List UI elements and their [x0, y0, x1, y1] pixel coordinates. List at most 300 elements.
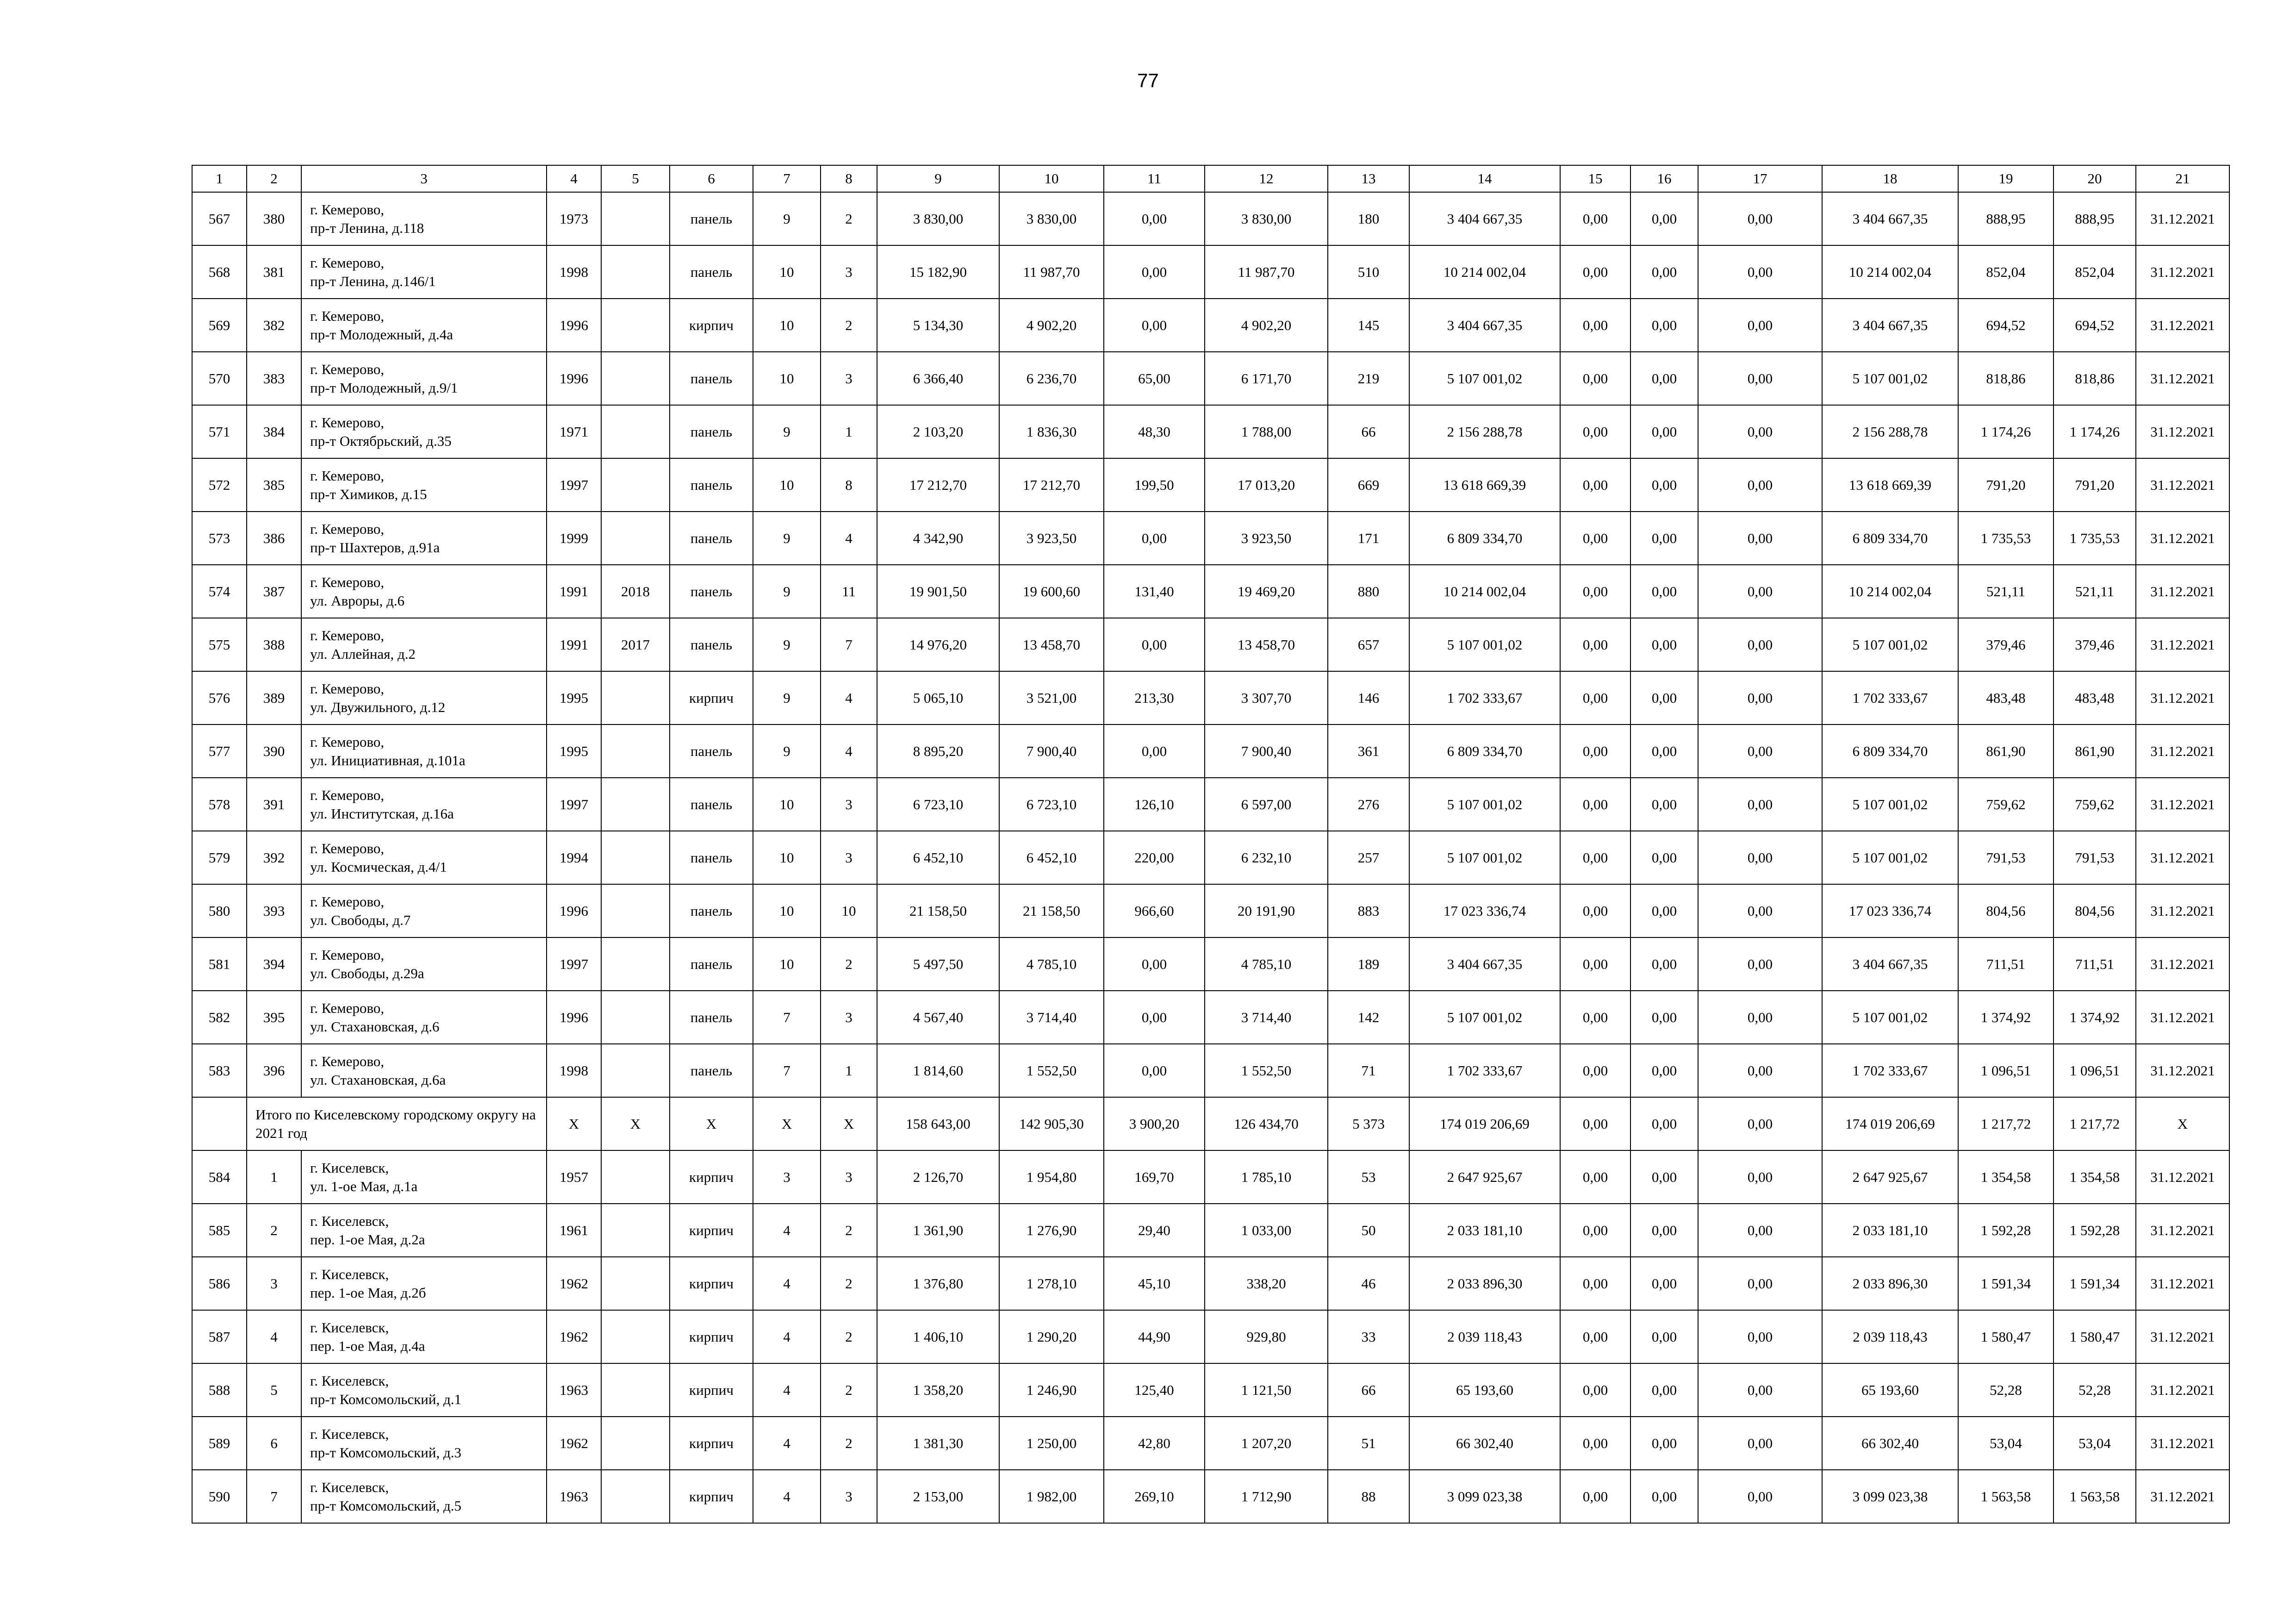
- cell-col-11: 0,00: [1104, 192, 1205, 245]
- cell-col-1: 574: [192, 565, 247, 618]
- cell-col-20: 852,04: [2053, 245, 2136, 299]
- cell-col-20: 1 592,28: [2053, 1204, 2136, 1257]
- cell-col-12: 1 033,00: [1205, 1204, 1328, 1257]
- address-city: г. Кемерово,: [310, 999, 385, 1016]
- cell-col-10: 1 290,20: [999, 1310, 1104, 1363]
- cell-col-15: 0,00: [1560, 778, 1630, 831]
- cell-col-17: 0,00: [1698, 565, 1822, 618]
- cell-col-10: 1 250,00: [999, 1417, 1104, 1470]
- cell-col-9: 2 153,00: [877, 1470, 999, 1523]
- cell-col-20: 52,28: [2053, 1363, 2136, 1417]
- cell-col-13: 883: [1328, 884, 1409, 937]
- total-cell-col-8: X: [821, 1097, 877, 1150]
- cell-col-16: 0,00: [1630, 991, 1698, 1044]
- cell-col-20: 1 591,34: [2053, 1257, 2136, 1310]
- cell-col-5: 2018: [601, 565, 670, 618]
- cell-col-16: 0,00: [1630, 1150, 1698, 1204]
- cell-col-18: 6 809 334,70: [1822, 725, 1958, 778]
- cell-col-19: 711,51: [1958, 937, 2053, 991]
- cell-col-7: 10: [753, 352, 821, 405]
- cell-col-21: 31.12.2021: [2136, 725, 2229, 778]
- cell-col-13: 33: [1328, 1310, 1409, 1363]
- total-cell-col-16: 0,00: [1630, 1097, 1698, 1150]
- address-street: ул. Стахановская, д.6а: [310, 1071, 446, 1088]
- cell-col-4: 1996: [547, 352, 601, 405]
- cell-col-17: 0,00: [1698, 1204, 1822, 1257]
- cell-col-19: 53,04: [1958, 1417, 2053, 1470]
- cell-col-21: 31.12.2021: [2136, 245, 2229, 299]
- column-header-19: 19: [1958, 165, 2053, 192]
- address-cell: [301, 299, 547, 352]
- cell-col-11: 0,00: [1104, 1044, 1205, 1097]
- address-street: ул. Стахановская, д.6: [310, 1018, 440, 1035]
- cell-col-11: 29,40: [1104, 1204, 1205, 1257]
- cell-col-15: 0,00: [1560, 937, 1630, 991]
- total-cell-col-11: 3 900,20: [1104, 1097, 1205, 1150]
- cell-col-14: 3 404 667,35: [1409, 299, 1560, 352]
- cell-col-7: 3: [753, 1150, 821, 1204]
- cell-col-13: 71: [1328, 1044, 1409, 1097]
- cell-col-5: [601, 512, 670, 565]
- cell-col-2: 384: [247, 405, 301, 458]
- cell-col-16: 0,00: [1630, 1363, 1698, 1417]
- cell-col-5: [601, 778, 670, 831]
- cell-col-16: 0,00: [1630, 831, 1698, 884]
- cell-col-20: 711,51: [2053, 937, 2136, 991]
- cell-col-17: 0,00: [1698, 405, 1822, 458]
- total-cell-col-6: X: [670, 1097, 753, 1150]
- cell-col-8: 2: [821, 299, 877, 352]
- cell-col-13: 46: [1328, 1257, 1409, 1310]
- cell-col-6: панель: [670, 1044, 753, 1097]
- cell-col-20: 379,46: [2053, 618, 2136, 671]
- cell-col-21: 31.12.2021: [2136, 1257, 2229, 1310]
- table-row: [192, 352, 2229, 405]
- cell-col-18: 2 039 118,43: [1822, 1310, 1958, 1363]
- address-cell: [301, 618, 547, 671]
- column-header-2: 2: [247, 165, 301, 192]
- cell-col-18: 3 404 667,35: [1822, 299, 1958, 352]
- cell-col-16: 0,00: [1630, 1470, 1698, 1523]
- cell-col-10: 3 830,00: [999, 192, 1104, 245]
- cell-col-21: 31.12.2021: [2136, 937, 2229, 991]
- cell-col-19: 888,95: [1958, 192, 2053, 245]
- address-cell: [301, 778, 547, 831]
- cell-col-14: 5 107 001,02: [1409, 618, 1560, 671]
- cell-col-9: 1 361,90: [877, 1204, 999, 1257]
- cell-col-9: 3 830,00: [877, 192, 999, 245]
- cell-col-13: 66: [1328, 1363, 1409, 1417]
- address-city: г. Кемерово,: [310, 1053, 385, 1069]
- cell-col-9: 21 158,50: [877, 884, 999, 937]
- cell-col-2: 386: [247, 512, 301, 565]
- cell-col-13: 88: [1328, 1470, 1409, 1523]
- cell-col-2: 396: [247, 1044, 301, 1097]
- cell-col-21: 31.12.2021: [2136, 778, 2229, 831]
- cell-col-1: 567: [192, 192, 247, 245]
- cell-col-2: 382: [247, 299, 301, 352]
- address-city: г. Киселевск,: [310, 1372, 389, 1389]
- address-cell: [301, 565, 547, 618]
- cell-col-9: 1 358,20: [877, 1363, 999, 1417]
- column-header-8: 8: [821, 165, 877, 192]
- cell-col-15: 0,00: [1560, 565, 1630, 618]
- cell-col-13: 219: [1328, 352, 1409, 405]
- cell-col-6: панель: [670, 884, 753, 937]
- table-row: [192, 192, 2229, 245]
- cell-col-12: 929,80: [1205, 1310, 1328, 1363]
- cell-col-12: 3 830,00: [1205, 192, 1328, 245]
- cell-col-21: 31.12.2021: [2136, 1363, 2229, 1417]
- cell-col-20: 53,04: [2053, 1417, 2136, 1470]
- column-header-10: 10: [999, 165, 1104, 192]
- cell-col-6: кирпич: [670, 1150, 753, 1204]
- cell-col-17: 0,00: [1698, 512, 1822, 565]
- cell-col-14: 5 107 001,02: [1409, 352, 1560, 405]
- cell-col-8: 2: [821, 1417, 877, 1470]
- cell-col-8: 2: [821, 192, 877, 245]
- total-cell-col-5: X: [601, 1097, 670, 1150]
- cell-col-18: 65 193,60: [1822, 1363, 1958, 1417]
- cell-col-16: 0,00: [1630, 512, 1698, 565]
- cell-col-4: 1997: [547, 458, 601, 512]
- cell-col-5: [601, 1044, 670, 1097]
- cell-col-16: 0,00: [1630, 618, 1698, 671]
- cell-col-17: 0,00: [1698, 1257, 1822, 1310]
- total-label: Итого по Киселевскому городскому округу на 2021 год: [247, 1097, 547, 1150]
- cell-col-15: 0,00: [1560, 352, 1630, 405]
- cell-col-9: 8 895,20: [877, 725, 999, 778]
- cell-col-13: 657: [1328, 618, 1409, 671]
- cell-col-7: 10: [753, 937, 821, 991]
- column-header-17: 17: [1698, 165, 1822, 192]
- cell-col-12: 1 788,00: [1205, 405, 1328, 458]
- cell-col-5: [601, 1417, 670, 1470]
- cell-col-6: панель: [670, 565, 753, 618]
- cell-col-15: 0,00: [1560, 1470, 1630, 1523]
- cell-col-2: 3: [247, 1257, 301, 1310]
- cell-col-10: 11 987,70: [999, 245, 1104, 299]
- cell-col-15: 0,00: [1560, 512, 1630, 565]
- cell-col-1: 571: [192, 405, 247, 458]
- cell-col-4: 1991: [547, 565, 601, 618]
- cell-col-10: 13 458,70: [999, 618, 1104, 671]
- address-street: ул. 1-ое Мая, д.1а: [310, 1178, 418, 1194]
- cell-col-1: 587: [192, 1310, 247, 1363]
- cell-col-6: кирпич: [670, 1470, 753, 1523]
- cell-col-21: 31.12.2021: [2136, 1204, 2229, 1257]
- cell-col-17: 0,00: [1698, 1044, 1822, 1097]
- cell-col-7: 10: [753, 831, 821, 884]
- address-cell: [301, 1470, 547, 1523]
- cell-col-14: 66 302,40: [1409, 1417, 1560, 1470]
- cell-col-12: 1 207,20: [1205, 1417, 1328, 1470]
- cell-col-14: 10 214 002,04: [1409, 565, 1560, 618]
- table-row: [192, 1044, 2229, 1097]
- column-header-21: 21: [2136, 165, 2229, 192]
- cell-col-8: 4: [821, 512, 877, 565]
- cell-col-12: 6 232,10: [1205, 831, 1328, 884]
- cell-col-13: 171: [1328, 512, 1409, 565]
- cell-col-4: 1998: [547, 245, 601, 299]
- cell-col-14: 65 193,60: [1409, 1363, 1560, 1417]
- cell-col-16: 0,00: [1630, 1044, 1698, 1097]
- cell-col-10: 17 212,70: [999, 458, 1104, 512]
- address-cell: [301, 192, 547, 245]
- cell-col-15: 0,00: [1560, 725, 1630, 778]
- cell-col-13: 53: [1328, 1150, 1409, 1204]
- cell-col-18: 5 107 001,02: [1822, 352, 1958, 405]
- cell-col-15: 0,00: [1560, 1257, 1630, 1310]
- cell-col-7: 10: [753, 299, 821, 352]
- cell-col-12: 338,20: [1205, 1257, 1328, 1310]
- address-city: г. Кемерово,: [310, 893, 385, 910]
- cell-col-9: 1 376,80: [877, 1257, 999, 1310]
- cell-col-14: 2 039 118,43: [1409, 1310, 1560, 1363]
- cell-col-17: 0,00: [1698, 991, 1822, 1044]
- cell-col-18: 10 214 002,04: [1822, 565, 1958, 618]
- column-header-6: 6: [670, 165, 753, 192]
- cell-col-13: 880: [1328, 565, 1409, 618]
- cell-col-4: 1991: [547, 618, 601, 671]
- address-cell: [301, 1204, 547, 1257]
- cell-col-14: 6 809 334,70: [1409, 512, 1560, 565]
- cell-col-15: 0,00: [1560, 405, 1630, 458]
- cell-col-4: 1962: [547, 1257, 601, 1310]
- cell-col-8: 11: [821, 565, 877, 618]
- cell-col-1: 586: [192, 1257, 247, 1310]
- cell-col-5: [601, 1204, 670, 1257]
- cell-col-18: 66 302,40: [1822, 1417, 1958, 1470]
- cell-col-10: 3 521,00: [999, 671, 1104, 725]
- cell-col-1: 580: [192, 884, 247, 937]
- cell-col-9: 4 342,90: [877, 512, 999, 565]
- cell-col-2: 383: [247, 352, 301, 405]
- cell-col-9: 6 366,40: [877, 352, 999, 405]
- cell-col-21: 31.12.2021: [2136, 512, 2229, 565]
- cell-col-20: 791,20: [2053, 458, 2136, 512]
- table-row: [192, 884, 2229, 937]
- cell-col-1: 569: [192, 299, 247, 352]
- address-street: пр-т Комсомольский, д.1: [310, 1391, 461, 1407]
- cell-col-9: 1 814,60: [877, 1044, 999, 1097]
- cell-col-6: кирпич: [670, 1363, 753, 1417]
- address-street: ул. Аллейная, д.2: [310, 645, 416, 662]
- cell-col-6: панель: [670, 352, 753, 405]
- address-cell: [301, 1417, 547, 1470]
- column-header-5: 5: [601, 165, 670, 192]
- cell-col-13: 276: [1328, 778, 1409, 831]
- column-header-14: 14: [1409, 165, 1560, 192]
- cell-col-15: 0,00: [1560, 831, 1630, 884]
- cell-col-19: 1 374,92: [1958, 991, 2053, 1044]
- cell-col-2: 385: [247, 458, 301, 512]
- address-cell: [301, 245, 547, 299]
- cell-col-11: 169,70: [1104, 1150, 1205, 1204]
- cell-col-16: 0,00: [1630, 565, 1698, 618]
- cell-col-16: 0,00: [1630, 405, 1698, 458]
- cell-col-15: 0,00: [1560, 1310, 1630, 1363]
- address-cell: [301, 1310, 547, 1363]
- total-cell-col-13: 5 373: [1328, 1097, 1409, 1150]
- address-street: пер. 1-ое Мая, д.2а: [310, 1231, 425, 1248]
- cell-col-7: 9: [753, 192, 821, 245]
- cell-col-2: 389: [247, 671, 301, 725]
- cell-col-8: 3: [821, 831, 877, 884]
- cell-col-13: 510: [1328, 245, 1409, 299]
- address-street: пр-т Октябрьский, д.35: [310, 432, 452, 449]
- cell-col-15: 0,00: [1560, 299, 1630, 352]
- cell-col-5: [601, 937, 670, 991]
- cell-col-8: 2: [821, 1310, 877, 1363]
- cell-col-5: [601, 671, 670, 725]
- cell-col-12: 13 458,70: [1205, 618, 1328, 671]
- cell-col-15: 0,00: [1560, 991, 1630, 1044]
- cell-col-12: 19 469,20: [1205, 565, 1328, 618]
- address-city: г. Кемерово,: [310, 574, 385, 590]
- cell-col-6: кирпич: [670, 1310, 753, 1363]
- cell-col-8: 2: [821, 1257, 877, 1310]
- cell-col-11: 0,00: [1104, 725, 1205, 778]
- table-row: [192, 1470, 2229, 1523]
- column-header-4: 4: [547, 165, 601, 192]
- cell-col-11: 45,10: [1104, 1257, 1205, 1310]
- address-city: г. Кемерово,: [310, 361, 385, 377]
- cell-col-7: 9: [753, 618, 821, 671]
- cell-col-9: 2 103,20: [877, 405, 999, 458]
- address-street: пр-т Шахтеров, д.91а: [310, 539, 440, 556]
- cell-col-17: 0,00: [1698, 1470, 1822, 1523]
- cell-col-15: 0,00: [1560, 1204, 1630, 1257]
- cell-col-9: 4 567,40: [877, 991, 999, 1044]
- cell-col-11: 199,50: [1104, 458, 1205, 512]
- cell-col-11: 42,80: [1104, 1417, 1205, 1470]
- cell-col-8: 7: [821, 618, 877, 671]
- address-street: ул. Свободы, д.29а: [310, 965, 424, 981]
- cell-col-12: 7 900,40: [1205, 725, 1328, 778]
- cell-col-10: 21 158,50: [999, 884, 1104, 937]
- total-row-spacer: [192, 1097, 247, 1150]
- cell-col-18: 17 023 336,74: [1822, 884, 1958, 937]
- cell-col-13: 180: [1328, 192, 1409, 245]
- cell-col-10: 1 954,80: [999, 1150, 1104, 1204]
- cell-col-10: 3 714,40: [999, 991, 1104, 1044]
- cell-col-14: 3 404 667,35: [1409, 937, 1560, 991]
- cell-col-2: 388: [247, 618, 301, 671]
- address-cell: [301, 1044, 547, 1097]
- cell-col-5: [601, 1150, 670, 1204]
- cell-col-8: 2: [821, 1204, 877, 1257]
- cell-col-19: 52,28: [1958, 1363, 2053, 1417]
- cell-col-2: 387: [247, 565, 301, 618]
- cell-col-5: [601, 405, 670, 458]
- address-cell: [301, 725, 547, 778]
- cell-col-2: 5: [247, 1363, 301, 1417]
- cell-col-5: [601, 1470, 670, 1523]
- cell-col-13: 669: [1328, 458, 1409, 512]
- cell-col-1: 579: [192, 831, 247, 884]
- cell-col-11: 0,00: [1104, 937, 1205, 991]
- cell-col-12: 1 785,10: [1205, 1150, 1328, 1204]
- total-cell-col-18: 174 019 206,69: [1822, 1097, 1958, 1150]
- cell-col-1: 590: [192, 1470, 247, 1523]
- address-cell: [301, 671, 547, 725]
- address-city: г. Кемерово,: [310, 627, 385, 643]
- cell-col-12: 6 171,70: [1205, 352, 1328, 405]
- cell-col-8: 3: [821, 1470, 877, 1523]
- cell-col-10: 4 902,20: [999, 299, 1104, 352]
- cell-col-11: 0,00: [1104, 618, 1205, 671]
- cell-col-4: 1998: [547, 1044, 601, 1097]
- cell-col-21: 31.12.2021: [2136, 1310, 2229, 1363]
- total-cell-col-9: 158 643,00: [877, 1097, 999, 1150]
- cell-col-20: 804,56: [2053, 884, 2136, 937]
- cell-col-14: 2 033 181,10: [1409, 1204, 1560, 1257]
- cell-col-11: 0,00: [1104, 991, 1205, 1044]
- cell-col-7: 9: [753, 565, 821, 618]
- cell-col-19: 1 735,53: [1958, 512, 2053, 565]
- cell-col-9: 14 976,20: [877, 618, 999, 671]
- table-row: [192, 831, 2229, 884]
- cell-col-17: 0,00: [1698, 352, 1822, 405]
- column-header-1: 1: [192, 165, 247, 192]
- address-street: пер. 1-ое Мая, д.2б: [310, 1284, 426, 1301]
- address-city: г. Кемерово,: [310, 307, 385, 324]
- column-header-20: 20: [2053, 165, 2136, 192]
- cell-col-10: 6 236,70: [999, 352, 1104, 405]
- cell-col-16: 0,00: [1630, 458, 1698, 512]
- address-street: пр-т Комсомольский, д.3: [310, 1444, 461, 1461]
- cell-col-14: 17 023 336,74: [1409, 884, 1560, 937]
- cell-col-7: 9: [753, 671, 821, 725]
- cell-col-12: 4 902,20: [1205, 299, 1328, 352]
- column-header-3: 3: [301, 165, 547, 192]
- cell-col-20: 1 096,51: [2053, 1044, 2136, 1097]
- cell-col-6: кирпич: [670, 299, 753, 352]
- buildings-table: [192, 165, 2230, 1524]
- cell-col-6: панель: [670, 512, 753, 565]
- cell-col-4: 1963: [547, 1470, 601, 1523]
- cell-col-9: 15 182,90: [877, 245, 999, 299]
- address-cell: [301, 1150, 547, 1204]
- cell-col-2: 381: [247, 245, 301, 299]
- cell-col-2: 394: [247, 937, 301, 991]
- cell-col-21: 31.12.2021: [2136, 991, 2229, 1044]
- cell-col-11: 269,10: [1104, 1470, 1205, 1523]
- cell-col-1: 588: [192, 1363, 247, 1417]
- address-cell: [301, 405, 547, 458]
- address-cell: [301, 884, 547, 937]
- address-street: пр-т Молодежный, д.9/1: [310, 379, 458, 396]
- cell-col-10: 7 900,40: [999, 725, 1104, 778]
- cell-col-19: 521,11: [1958, 565, 2053, 618]
- cell-col-4: 1996: [547, 299, 601, 352]
- cell-col-8: 3: [821, 1150, 877, 1204]
- address-cell: [301, 831, 547, 884]
- cell-col-4: 1962: [547, 1310, 601, 1363]
- address-city: г. Кемерово,: [310, 254, 385, 271]
- cell-col-15: 0,00: [1560, 884, 1630, 937]
- cell-col-9: 2 126,70: [877, 1150, 999, 1204]
- cell-col-20: 791,53: [2053, 831, 2136, 884]
- cell-col-18: 5 107 001,02: [1822, 778, 1958, 831]
- cell-col-11: 65,00: [1104, 352, 1205, 405]
- cell-col-7: 4: [753, 1363, 821, 1417]
- cell-col-17: 0,00: [1698, 725, 1822, 778]
- cell-col-16: 0,00: [1630, 725, 1698, 778]
- total-row: [192, 1097, 2229, 1150]
- cell-col-9: 17 212,70: [877, 458, 999, 512]
